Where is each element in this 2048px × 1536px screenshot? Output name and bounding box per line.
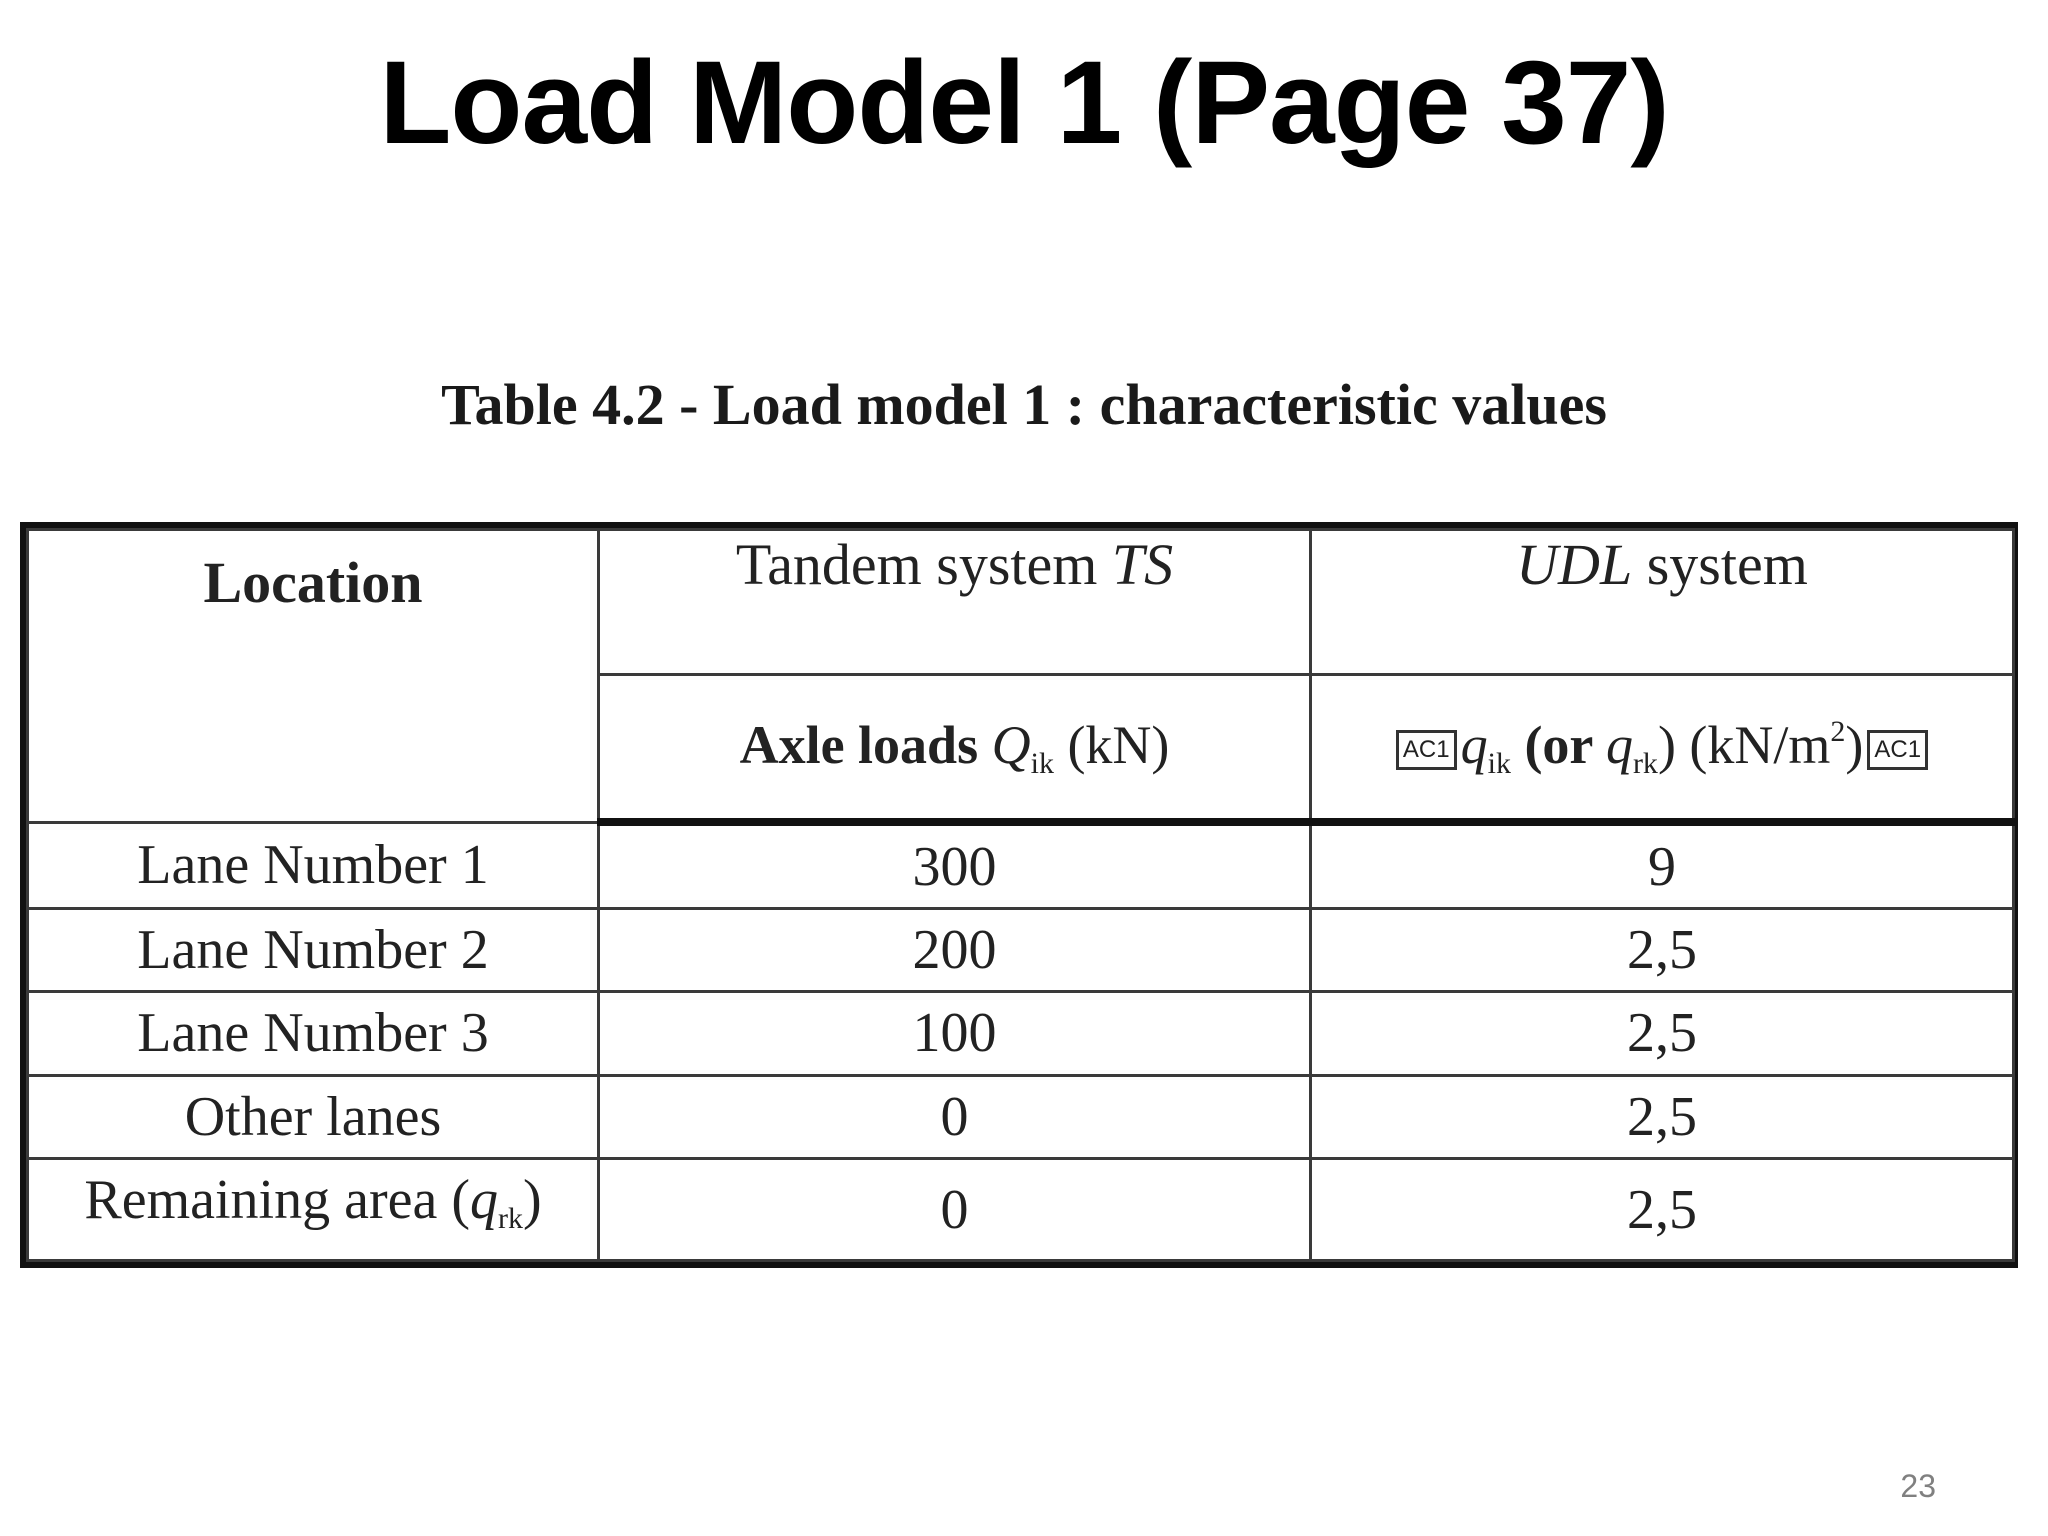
cell-axle-load: 200: [599, 908, 1311, 991]
cell-location: [28, 1159, 599, 1261]
header-udl-or: (or: [1510, 714, 1606, 775]
header-tandem-prefix: Tandem system: [735, 532, 1112, 597]
cell-axle-load: 100: [599, 992, 1311, 1075]
header-udl-unit-suffix: ): [1845, 714, 1864, 775]
load-model-table: [26, 528, 2015, 1262]
cell-axle-load: 0: [599, 1159, 1311, 1261]
cell-udl: 9: [1311, 822, 2014, 908]
header-axle-prefix: Axle loads: [739, 714, 992, 775]
header-udl-alt-symbol: q: [1605, 714, 1633, 775]
header-udl-symbol: q: [1460, 714, 1488, 775]
cell-udl: 2,5: [1311, 908, 2014, 991]
cell-axle-load: 300: [599, 822, 1311, 908]
header-udl-unit-sup: 2: [1830, 714, 1846, 748]
cell-location-suffix: ): [522, 1169, 542, 1232]
cell-axle-load: 0: [599, 1075, 1311, 1158]
header-udl-unit-prefix: ) (kN/m: [1657, 714, 1831, 775]
cell-udl: 2,5: [1311, 1075, 2014, 1158]
header-udl-suffix: system: [1632, 532, 1808, 597]
header-udl-values: [1311, 675, 2014, 823]
table-caption: Table 4.2 - Load model 1 : characteristic values: [441, 372, 1607, 437]
header-axle-loads: [599, 675, 1311, 823]
header-udl-subscript: ik: [1487, 746, 1511, 780]
cell-location: Lane Number 2: [28, 908, 599, 991]
cell-location-symbol: q: [469, 1169, 498, 1232]
cell-location-subscript: rk: [497, 1202, 523, 1236]
cell-udl: 2,5: [1311, 992, 2014, 1075]
cell-location: Lane Number 3: [28, 992, 599, 1075]
ac1-end-marker: AC1: [1867, 730, 1928, 770]
header-location: [28, 530, 599, 823]
ac1-start-marker: AC1: [1396, 730, 1457, 770]
table-row: [28, 908, 2014, 991]
table-row: [28, 822, 2014, 908]
header-udl-italic: UDL: [1516, 532, 1633, 597]
header-axle-unit: (kN): [1053, 714, 1170, 775]
cell-location: Lane Number 1: [28, 822, 599, 908]
table-row: [28, 1159, 2014, 1261]
cell-location: Other lanes: [28, 1075, 599, 1158]
load-model-table-frame: [20, 522, 2018, 1268]
table-row: [28, 1075, 2014, 1158]
page-number: 23: [1900, 1468, 1936, 1504]
cell-location-text: Remaining area (: [84, 1169, 470, 1232]
table-row: [28, 992, 2014, 1075]
header-tandem-system: [599, 530, 1311, 675]
header-tandem-ts: TS: [1111, 532, 1174, 597]
header-location-label: Location: [203, 550, 423, 615]
cell-udl: 2,5: [1311, 1159, 2014, 1261]
table-header-row: [28, 530, 2014, 675]
header-axle-subscript: ik: [1030, 746, 1054, 780]
header-axle-symbol: Q: [991, 714, 1031, 775]
header-udl-alt-subscript: rk: [1632, 746, 1658, 780]
slide-title: Load Model 1 (Page 37): [379, 37, 1669, 169]
header-udl-system: [1311, 530, 2014, 675]
